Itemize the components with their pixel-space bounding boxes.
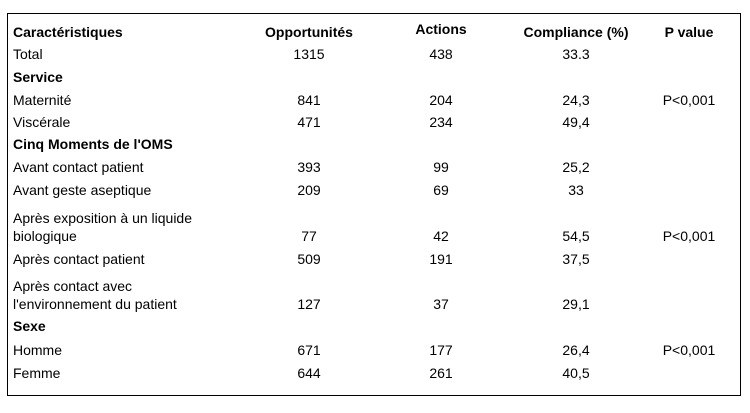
cell-p-value: P<0,001 — [662, 342, 716, 358]
header-p-value: P value — [664, 24, 714, 40]
cell-opportunites: 1315 — [293, 46, 325, 62]
cell-actions: 177 — [429, 342, 453, 358]
header-compliance: Compliance (%) — [523, 24, 629, 40]
cell-opportunites: 77 — [301, 228, 317, 244]
header-caracteristiques: Caractéristiques — [13, 24, 123, 40]
row-label-line1: Après contact avec — [13, 278, 133, 294]
row-label: Homme — [13, 342, 63, 358]
cell-p-value: P<0,001 — [662, 92, 716, 108]
cell-opportunites: 471 — [297, 114, 321, 130]
header-actions: Actions — [415, 21, 467, 37]
cell-opportunites: 509 — [297, 251, 321, 267]
cell-compliance: 37,5 — [562, 251, 590, 267]
cell-actions: 261 — [429, 365, 453, 381]
cell-compliance: 33.3 — [562, 46, 590, 62]
cell-actions: 191 — [429, 251, 453, 267]
cell-compliance: 40,5 — [562, 365, 590, 381]
cell-opportunites: 127 — [297, 296, 321, 312]
row-label: Après contact patient — [13, 251, 145, 267]
cell-compliance: 54,5 — [562, 228, 590, 244]
cell-compliance: 25,2 — [562, 159, 590, 175]
row-label: Maternité — [13, 92, 72, 108]
compliance-table — [7, 13, 741, 396]
row-label: Avant contact patient — [13, 159, 144, 175]
cell-actions: 37 — [433, 296, 449, 312]
header-opportunites: Opportunités — [265, 24, 353, 40]
cell-compliance: 29,1 — [562, 296, 590, 312]
section-title: Sexe — [13, 318, 46, 334]
cell-opportunites: 644 — [297, 365, 321, 381]
section-title: Cinq Moments de l'OMS — [13, 136, 173, 152]
cell-compliance: 49,4 — [562, 114, 590, 130]
cell-opportunites: 393 — [297, 159, 321, 175]
cell-actions: 438 — [429, 46, 453, 62]
row-label: Viscérale — [13, 114, 71, 130]
cell-actions: 69 — [433, 182, 449, 198]
row-label: Femme — [13, 365, 61, 381]
cell-actions: 42 — [433, 228, 449, 244]
cell-opportunites: 671 — [297, 342, 321, 358]
row-label-line2: l'environnement du patient — [13, 296, 177, 312]
row-label-line1: Après exposition à un liquide — [13, 210, 193, 226]
cell-opportunites: 841 — [297, 92, 321, 108]
section-title: Service — [13, 69, 63, 85]
row-label: Total — [13, 46, 43, 62]
cell-actions: 234 — [429, 114, 453, 130]
cell-compliance: 26,4 — [562, 342, 590, 358]
cell-opportunites: 209 — [297, 182, 321, 198]
row-label-line2: biologique — [13, 228, 77, 244]
cell-actions: 204 — [429, 92, 453, 108]
cell-compliance: 33 — [568, 182, 584, 198]
row-label: Avant geste aseptique — [13, 182, 152, 198]
cell-compliance: 24,3 — [562, 92, 590, 108]
cell-p-value: P<0,001 — [662, 228, 716, 244]
cell-actions: 99 — [433, 159, 449, 175]
